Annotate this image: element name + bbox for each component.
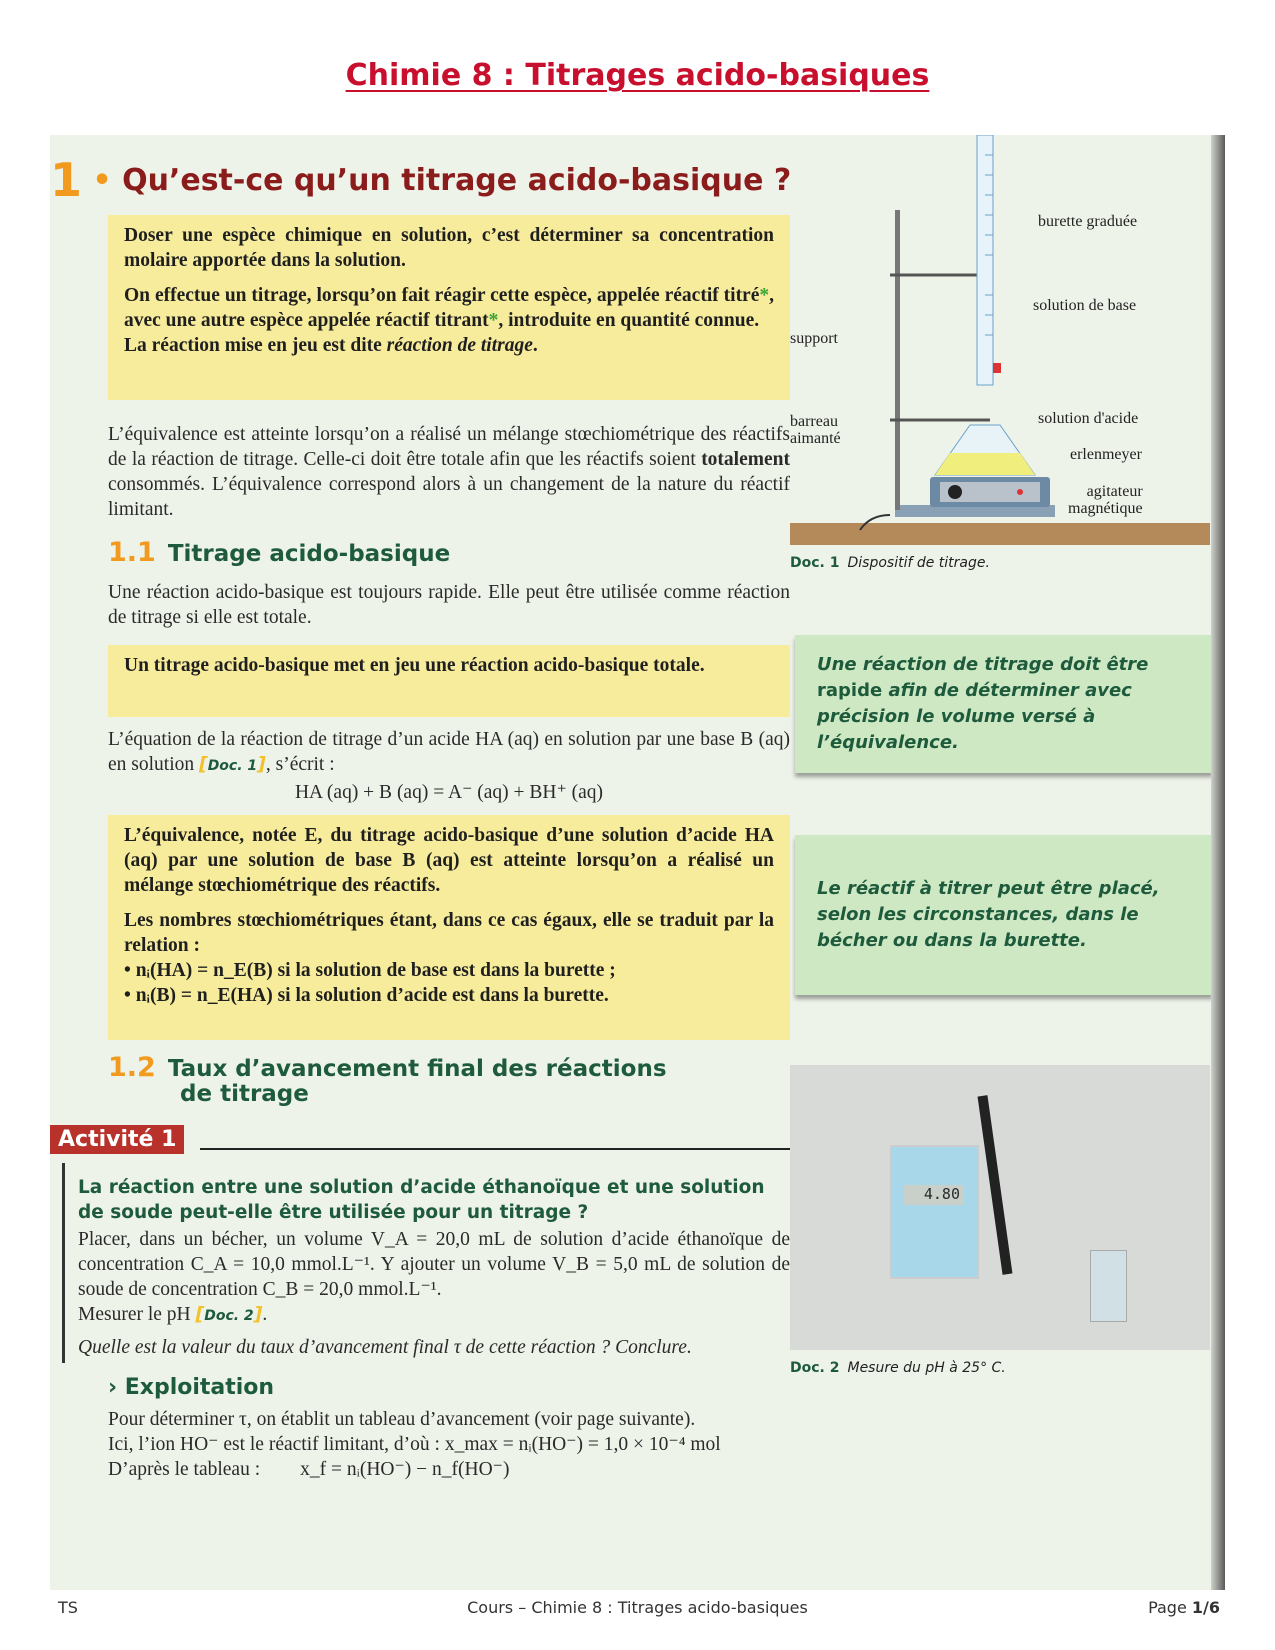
footer-title: Cours – Chimie 8 : Titrages acido-basiques (467, 1598, 808, 1617)
text: Ici, l’ion HO⁻ est le réactif limitant, d’où : x_max = nᵢ(HO⁻) = 1,0 × 10⁻⁴ mol (108, 1434, 721, 1455)
footer-page (1148, 1598, 1220, 1617)
sidenote-rapide (795, 635, 1213, 773)
text: barreau (790, 413, 838, 430)
activity-question: La réaction entre une solution d’acide éthanoïque et une solution de soude peut-elle être utilisée pour un titrage ? (78, 1177, 765, 1223)
glossary-star-icon: * (488, 310, 499, 331)
label-agitateur (1068, 483, 1143, 517)
definition-titrage (124, 283, 774, 358)
section-1-2-heading (108, 1052, 667, 1107)
text: D’après le tableau : (108, 1459, 261, 1480)
page-number: 1/6 (1191, 1598, 1220, 1617)
caption-text: Dispositif de titrage. (847, 555, 990, 571)
text: afin de déterminer avec précision le volume versé à l’équivalence. (817, 680, 1132, 753)
text: Placer, dans un bécher, un volume V_A = 20,0 mL de solution d’acide éthanoïque de concentration C_A = 10,0 mmol.L⁻¹. Y ajouter un volume V_B = 5,0 mL de solution de soude de concentration C_B = 20,0 mmol.L⁻¹. (78, 1229, 790, 1300)
activity-italic-question: Quelle est la valeur du taux d’avancement final τ de cette réaction ? Conclure. (78, 1337, 692, 1358)
activity-protocol (78, 1227, 790, 1329)
equivalence-box (108, 815, 790, 1040)
equation-intro (108, 727, 790, 779)
page-title-text: Chimie 8 : Titrages acido-basiques (345, 58, 930, 93)
text: , s’écrit : (265, 754, 335, 775)
text: Pour déterminer τ, on établit un tableau d’avancement (voir page suivante). (108, 1409, 696, 1430)
text: L’équivalence, notée E, du titrage acido-basique d’une solution d’acide HA (aq) par une solution de base B (aq) est atteinte lorsqu’on a réalisé un mélange stœchiométrique des réactifs. (124, 825, 774, 896)
page-title (0, 58, 1275, 93)
section-title: Titrage acido-basique (167, 541, 451, 567)
doc-1-link[interactable]: [Doc. 1] (199, 753, 266, 775)
label-barreau (790, 413, 841, 447)
section-1-heading (50, 153, 791, 207)
text: Une réaction acido-basique est toujours rapide. Elle peut être utilisée comme réaction de titrage si elle est totale. (108, 582, 790, 628)
caption-ref: Doc. 1 (790, 555, 840, 571)
text: aimanté (790, 430, 841, 447)
text: magnétique (1068, 500, 1143, 517)
equation-text: x_f = nᵢ(HO⁻) − n_f(HO⁻) (300, 1459, 510, 1480)
doc-1-caption (790, 555, 990, 571)
scanned-page (50, 135, 1225, 1590)
acid-base-box (108, 645, 790, 717)
label-base-solution: solution de base (1033, 297, 1137, 314)
exploitation-text (108, 1407, 808, 1482)
titration-diagram (790, 135, 1225, 555)
doc-2-link[interactable]: [Doc. 2] (195, 1303, 263, 1325)
doc-ref-label: Doc. 1 (207, 758, 258, 774)
text: Page (1148, 1598, 1192, 1617)
relation-bullet: • nᵢ(HA) = n_E(B) si la solution de base est dans la burette ; (124, 960, 616, 981)
text: Mesurer le pH (78, 1304, 196, 1325)
text: La réaction mise en jeu est dite (124, 335, 387, 356)
text: Un titrage acido-basique met en jeu une réaction acido-basique totale. (124, 655, 705, 676)
bold-text: totalement (701, 449, 790, 470)
label-burette: burette graduée (1038, 213, 1138, 230)
bold-text: rapide (817, 680, 883, 701)
text: Une réaction de titrage doit être (817, 654, 1149, 675)
sidenote-reactif (795, 835, 1213, 995)
ph-display: 4.80 (904, 1185, 964, 1205)
text: Les nombres stœchiométriques étant, dans ce cas égaux, elle se traduit par la relation : (124, 910, 774, 956)
label-support: support (790, 330, 838, 347)
beaker-icon (1090, 1250, 1127, 1322)
text: agitateur (1086, 483, 1143, 500)
activity-rule (200, 1148, 790, 1150)
text: . (532, 335, 538, 356)
section-title: Taux d’avancement final des réactions (167, 1056, 667, 1082)
section-number: 1.1 (108, 537, 156, 568)
doc-2-caption (790, 1360, 1006, 1376)
text: consommés. L’équivalence correspond alors à un changement de la nature du réactif limitant. (108, 474, 790, 520)
glossary-star-icon: * (759, 285, 770, 306)
exploitation-heading: › Exploitation (108, 1375, 275, 1400)
footer-class: TS (58, 1598, 78, 1617)
label-acid-solution: solution d'acide (1038, 410, 1139, 427)
text: , introduite en quantité connue. (498, 310, 760, 331)
equation-text: HA (aq) + B (aq) = A⁻ (aq) + BH⁺ (aq) (294, 782, 604, 803)
section-title: Qu’est-ce qu’un titrage acido-basique ? (122, 163, 792, 198)
relation-bullet: • nᵢ(B) = n_E(HA) si la solution d’acide est dans la burette. (124, 985, 609, 1006)
definition-box (108, 215, 790, 400)
activity-tag: Activité 1 (50, 1125, 184, 1154)
section-number: 1.2 (108, 1052, 156, 1083)
section-1-1-heading (108, 537, 451, 568)
text: Le réactif à titrer peut être placé, selon les circonstances, dans le bécher ou dans la burette. (817, 878, 1160, 951)
section-number: 1 (50, 153, 83, 207)
electrode-stand-icon (978, 1095, 1013, 1275)
doc-ref-label: Doc. 2 (204, 1308, 254, 1324)
ph-meter-photo (790, 1065, 1210, 1350)
section-dot: • (82, 163, 123, 198)
caption-ref: Doc. 2 (790, 1360, 840, 1376)
text: . (262, 1304, 268, 1325)
section-title-line2: de titrage (180, 1081, 309, 1107)
titration-equation (108, 780, 790, 805)
emphasis: réaction de titrage (386, 335, 533, 356)
equivalence-paragraph (108, 422, 790, 522)
caption-text: Mesure du pH à 25° C. (847, 1360, 1006, 1376)
text: On effectue un titrage, lorsqu’on fait réagir cette espèce, appelée réactif titré (124, 285, 760, 306)
scan-edge (1211, 135, 1225, 1590)
activity-sidebar-line (62, 1163, 65, 1363)
section-1-1-intro (108, 580, 790, 630)
ph-meter-icon (890, 1145, 979, 1279)
text: L’équivalence est atteinte lorsqu’on a réalisé un mélange stœchiométrique des réactifs de la réaction de titrage. Celle-ci doit être totale afin que les réactifs soient (108, 424, 790, 470)
titration-apparatus-icon (790, 135, 1225, 555)
text: , avec une autre espèce appelée réactif titrant (124, 285, 774, 331)
label-erlenmeyer: erlenmeyer (1070, 446, 1142, 463)
text: L’équation de la réaction de titrage d’un acide HA (aq) en solution par une base B (aq) en solution (108, 729, 790, 775)
definition-dosage: Doser une espèce chimique en solution, c’est déterminer sa concentration molaire apportée dans la solution. (124, 225, 774, 271)
